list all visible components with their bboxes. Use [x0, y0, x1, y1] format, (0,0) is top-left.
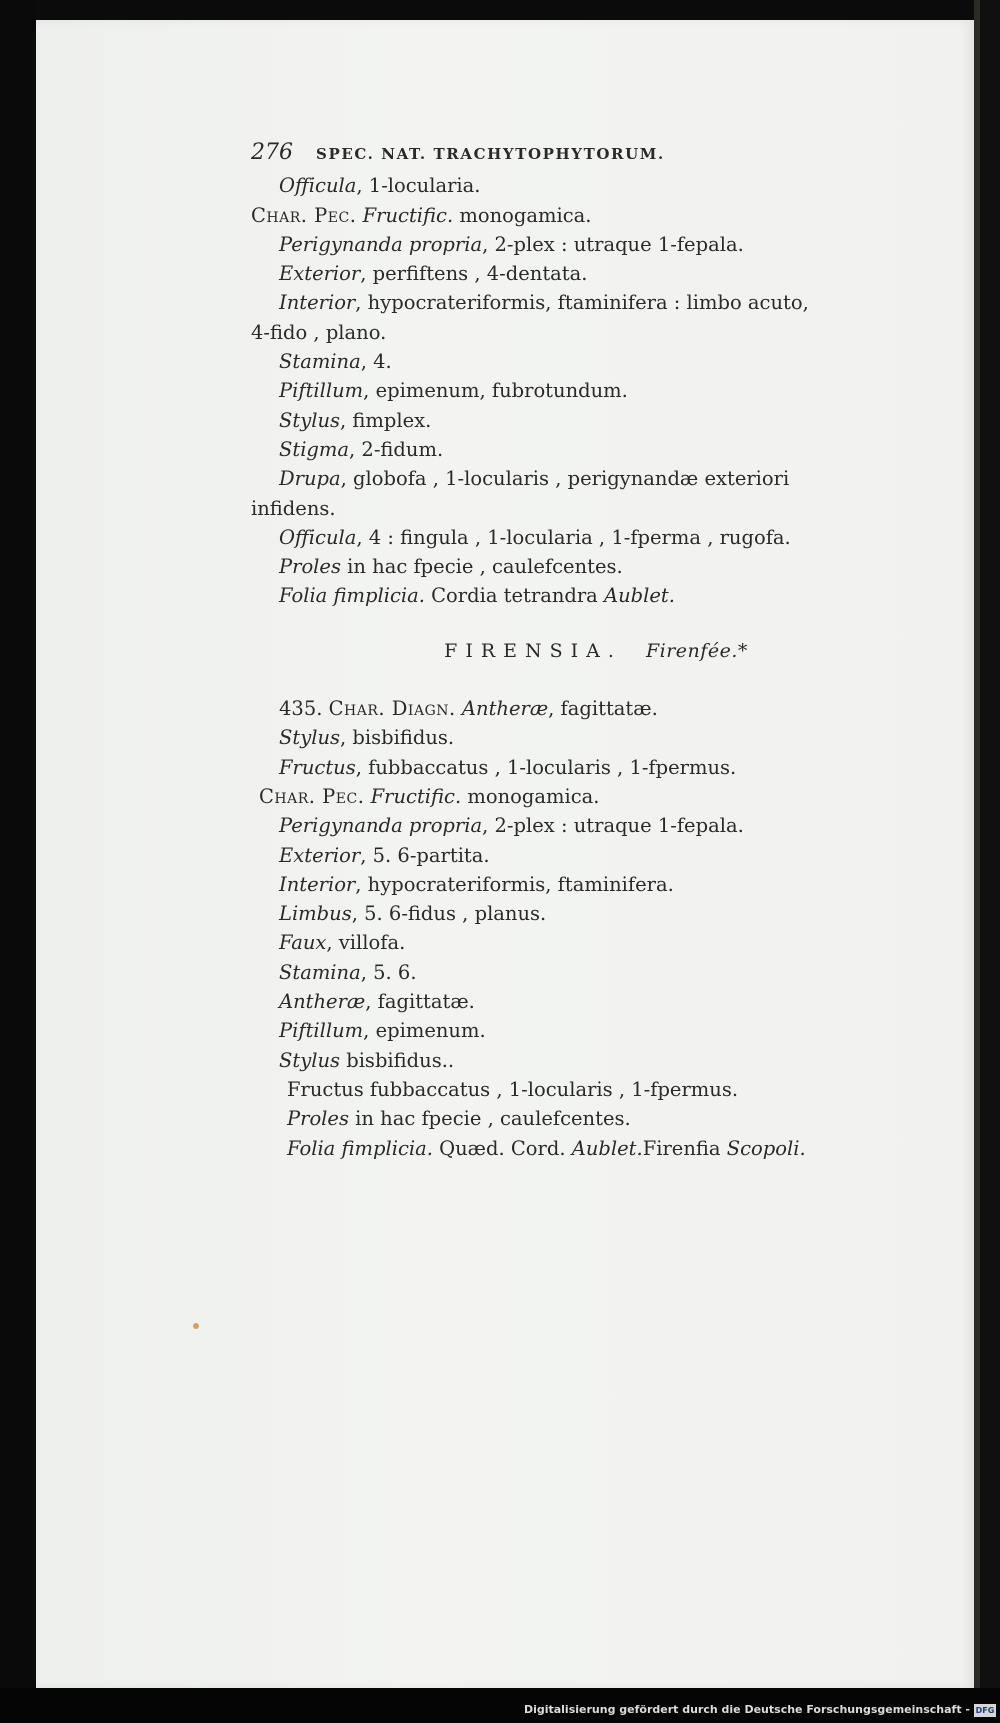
text-line: 4-fido , plano.	[251, 320, 387, 344]
text-line: Fructus, fubbaccatus , 1-locularis , 1-fpermus.	[279, 755, 737, 779]
text-line: Antheræ, fagittatæ.	[279, 990, 475, 1014]
text-line: Perigynanda propria, 2-plex : utraque 1-fepala.	[279, 232, 744, 256]
text-line: 435. Char. Diagn. Antheræ, fagittatæ.	[279, 697, 658, 721]
text-line: Limbus, 5. 6-fidus , planus.	[279, 902, 547, 926]
text-line: Officula, 4 : fingula , 1-locularia , 1-fperma , rugofa.	[279, 525, 791, 549]
genus-heading	[251, 637, 941, 666]
footer-bar	[0, 1688, 1000, 1723]
text-line: Char. Pec. Fructific. monogamica.	[259, 784, 600, 808]
text-line: Stylus, fimplex.	[279, 408, 432, 432]
dfg-logo-icon: DFG	[975, 1706, 995, 1715]
text-line: Piftillum, epimenum, fubrotundum.	[279, 379, 628, 403]
funding-notice: Digitalisierung gefördert durch die Deutsche Forschungsgemeinschaft -	[523, 1703, 970, 1716]
book-page	[36, 20, 974, 1688]
text-line: Char. Pec. Fructific. monogamica.	[251, 203, 592, 227]
text-line: Officula, 1-locularia.	[279, 174, 481, 198]
genus-name: FIRENSIA.	[444, 639, 622, 662]
text-line: Faux, villofa.	[279, 931, 406, 955]
scan-border-left	[0, 0, 36, 1723]
text-line: Stylus, bisbifidus.	[279, 726, 455, 750]
text-line: Folia fimplicia. Cordia tetrandra Aublet.	[279, 584, 675, 608]
scan-border-right	[974, 0, 1000, 1723]
text-line: Stamina, 4.	[279, 350, 392, 374]
text-line: Exterior, perfiftens , 4-dentata.	[279, 262, 588, 286]
text-line: Proles in hac fpecie , caulefcentes.	[279, 555, 623, 579]
page-text	[251, 138, 941, 1163]
text-line: Interior, hypocrateriformis, ftaminifera.	[279, 872, 674, 896]
running-header	[251, 138, 941, 169]
genus-vernacular: Firenfée.*	[645, 639, 748, 662]
text-line: Stamina, 5. 6.	[279, 960, 417, 984]
text-line: Drupa, globofa , 1-locularis , perigynandæ exteriori	[279, 467, 790, 491]
text-line: Fructus fubbaccatus , 1-locularis , 1-fpermus.	[287, 1077, 739, 1101]
text-line: Perigynanda propria, 2-plex : utraque 1-fepala.	[279, 814, 744, 838]
text-line: Interior, hypocrateriformis, ftaminifera : limbo acuto,	[279, 291, 809, 315]
text-line: Exterior, 5. 6-partita.	[279, 843, 490, 867]
text-line: Piftillum, epimenum.	[279, 1019, 486, 1043]
page-number: 276	[251, 140, 293, 165]
text-line: Stylus bisbifidus..	[279, 1048, 455, 1072]
text-line: Folia fimplicia. Quæd. Cord. Aublet.Firenfia Scopoli.	[287, 1136, 806, 1160]
running-title: SPEC. NAT. TRACHYTOPHYTORUM.	[316, 145, 665, 163]
text-line: Stigma, 2-fidum.	[279, 437, 444, 461]
paper-stain	[193, 1323, 199, 1329]
text-line: infidens.	[251, 496, 336, 520]
text-line: Proles in hac fpecie , caulefcentes.	[287, 1107, 631, 1131]
